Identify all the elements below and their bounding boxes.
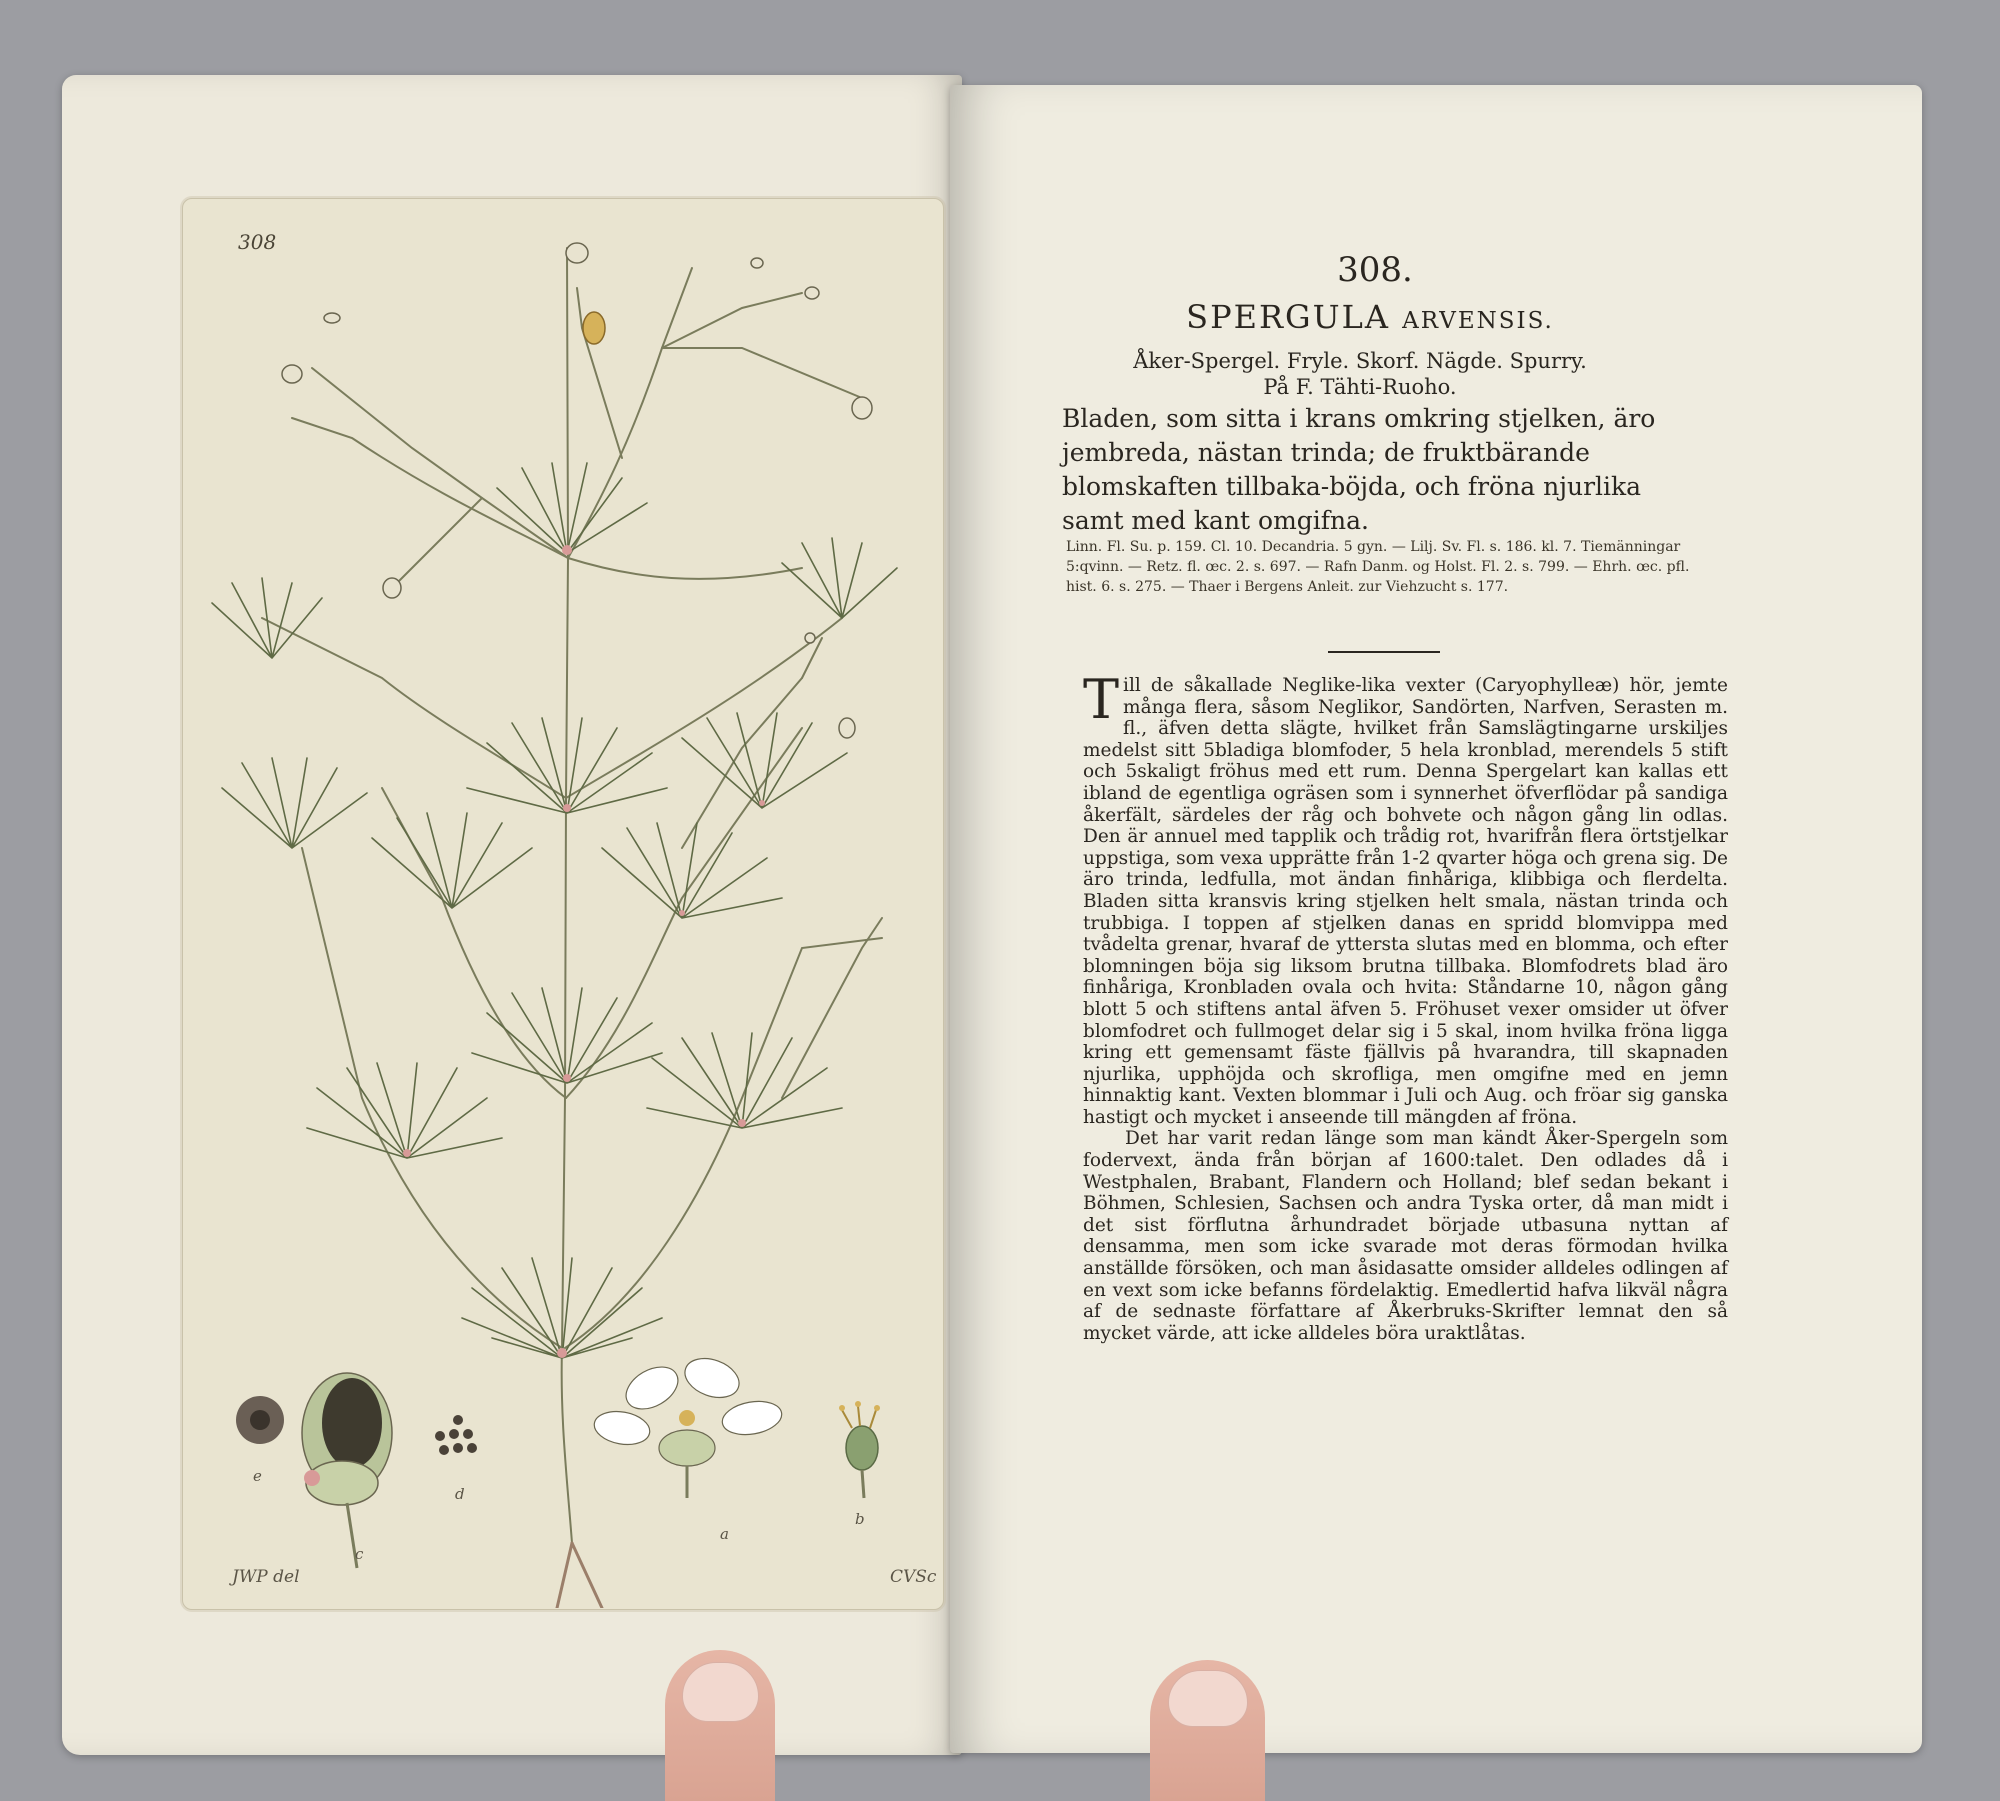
figure-label-e: e [253,1467,262,1485]
diagnosis-text: Bladen, som sitta i krans omkring stjelken, äro jembreda, nästan trinda; de fruktbärande blomskaften tillbaka-böjda, och fröna njurlika samt med kant omgifna. [1062,404,1656,535]
drop-cap: T [1083,668,1120,731]
section-divider [1328,651,1440,653]
species-epithet: ARVENSIS. [1402,308,1554,334]
paragraph-1-text: ill de såkallade Neglike-lika vexter (Caryophylleæ) hör, jemte många flera, såsom Neglikor, Sandörten, Narfven, Serasten m. fl., äfven detta slägte, hvilket från Samslägtingarne urskiljes medelst sitt 5bladiga blomfoder, 5 hela kronblad, merendels 5 stift och 5skaligt fröhus med ett rum. Denna Spergelart kan kallas ett ibland de egentliga ogräsen som i synnerhet öfverflödar på sandiga åkerfält, särdeles der råg och bohvete och någon gång lin odlas. Den är annuel med tapplik och trådig rot, hvarifrån flera örtstjelkar uppstiga, som vexa upprätte från 1-2 qvarter höga och grena sig. De äro trinda, ledfulla, mot ändan finhåriga, klibbiga och flerdelta. Bladen sitta kransvis kring stjelken helt smala, nästan trinda och trubbiga. I toppen af stjelken danas en spridd blomvippa med tvådelta grenar, hvaraf de yttersta slutas med en blomma, och efter blomningen böja sig liksom brutna tillbaka. Blomfodrets blad äro finhåriga, Kronbladen ovala och hvita: Ståndarne 10, någon gång blott 5 och stiftens antal äfven 5. Fröhuset vexer omsider ut öfver blomfodret och fullmoget delar sig i 5 skal, inom hvilka fröna ligga kring ett gemensamt fäste fjällvis på hvarandra, till skapnaden njurlika, upphöjda och skrofliga, men omgifne med en jemn hinnaktig kant. Vexten blommar i Juli och Aug. och fröar sig ganska hastigt och mycket i anseende till mängden af fröna. [1083,675,1728,1128]
seed-capsule-figure [302,1373,392,1568]
common-names-line-2: På F. Tähti-Ruoho. [1263,375,1457,399]
engraver-credit-left: JWP del [232,1567,300,1587]
common-names [1075,348,1645,400]
paragraph-1 [1083,668,1728,1128]
genus-name: SPERGULA [1186,298,1390,336]
pistil-figure [839,1401,880,1498]
figure-label-d: d [455,1485,465,1503]
paragraph-2: Det har varit redan länge som man kändt Åker-Spergeln som fodervext, ända från början af 1600:talet. Den odlades då i Westphalen, Brabant, Flandern och Holland; blef sedan bekant i Böhmen, Schlesien, Sachsen och andra Tyska orter, då man midt i det sist förflutna århundradet började utbasuna nyttan af densamma, men som icke svarade mot deras förmodan hvilka anställde försöken, och man åsidasatte omsider alldeles odlingen af en vext som icke befanns fördelaktig. Emedlertid hafva likväl några af de sednaste författare af Åkerbruks-Skrifter lemnat den så mycket värde, att icke alldeles böra uraktlåtas. [1083,1128,1728,1344]
references-text: Linn. Fl. Su. p. 159. Cl. 10. Decandria. 5 gyn. — Lilj. Sv. Fl. s. 186. kl. 7. Tiemänningar 5:qvinn. — Retz. fl. œc. 2. s. 697. — Rafn Danm. og Holst. Fl. 2. s. 799. — Ehrh. œc. pfl. hist. 6. s. 275. — Thaer i Bergens Anleit. zur Viehzucht s. 177. [1066,539,1690,595]
engraver-credit-right: CVSc [890,1567,937,1587]
figure-label-c: c [355,1545,364,1563]
spergula-illustration [182,198,942,1608]
plate-number: 308 [238,230,277,254]
entry-number: 308. [1337,250,1413,290]
body-text [1083,668,1728,1344]
common-names-line-1: Åker-Spergel. Fryle. Skorf. Nägde. Spurry. [1133,349,1587,373]
figure-label-a: a [720,1525,729,1543]
right-thumbnail [1168,1670,1248,1727]
species-heading [1110,298,1630,336]
flower-figure [592,1352,785,1498]
left-thumbnail [682,1662,759,1722]
figure-label-b: b [855,1510,865,1528]
